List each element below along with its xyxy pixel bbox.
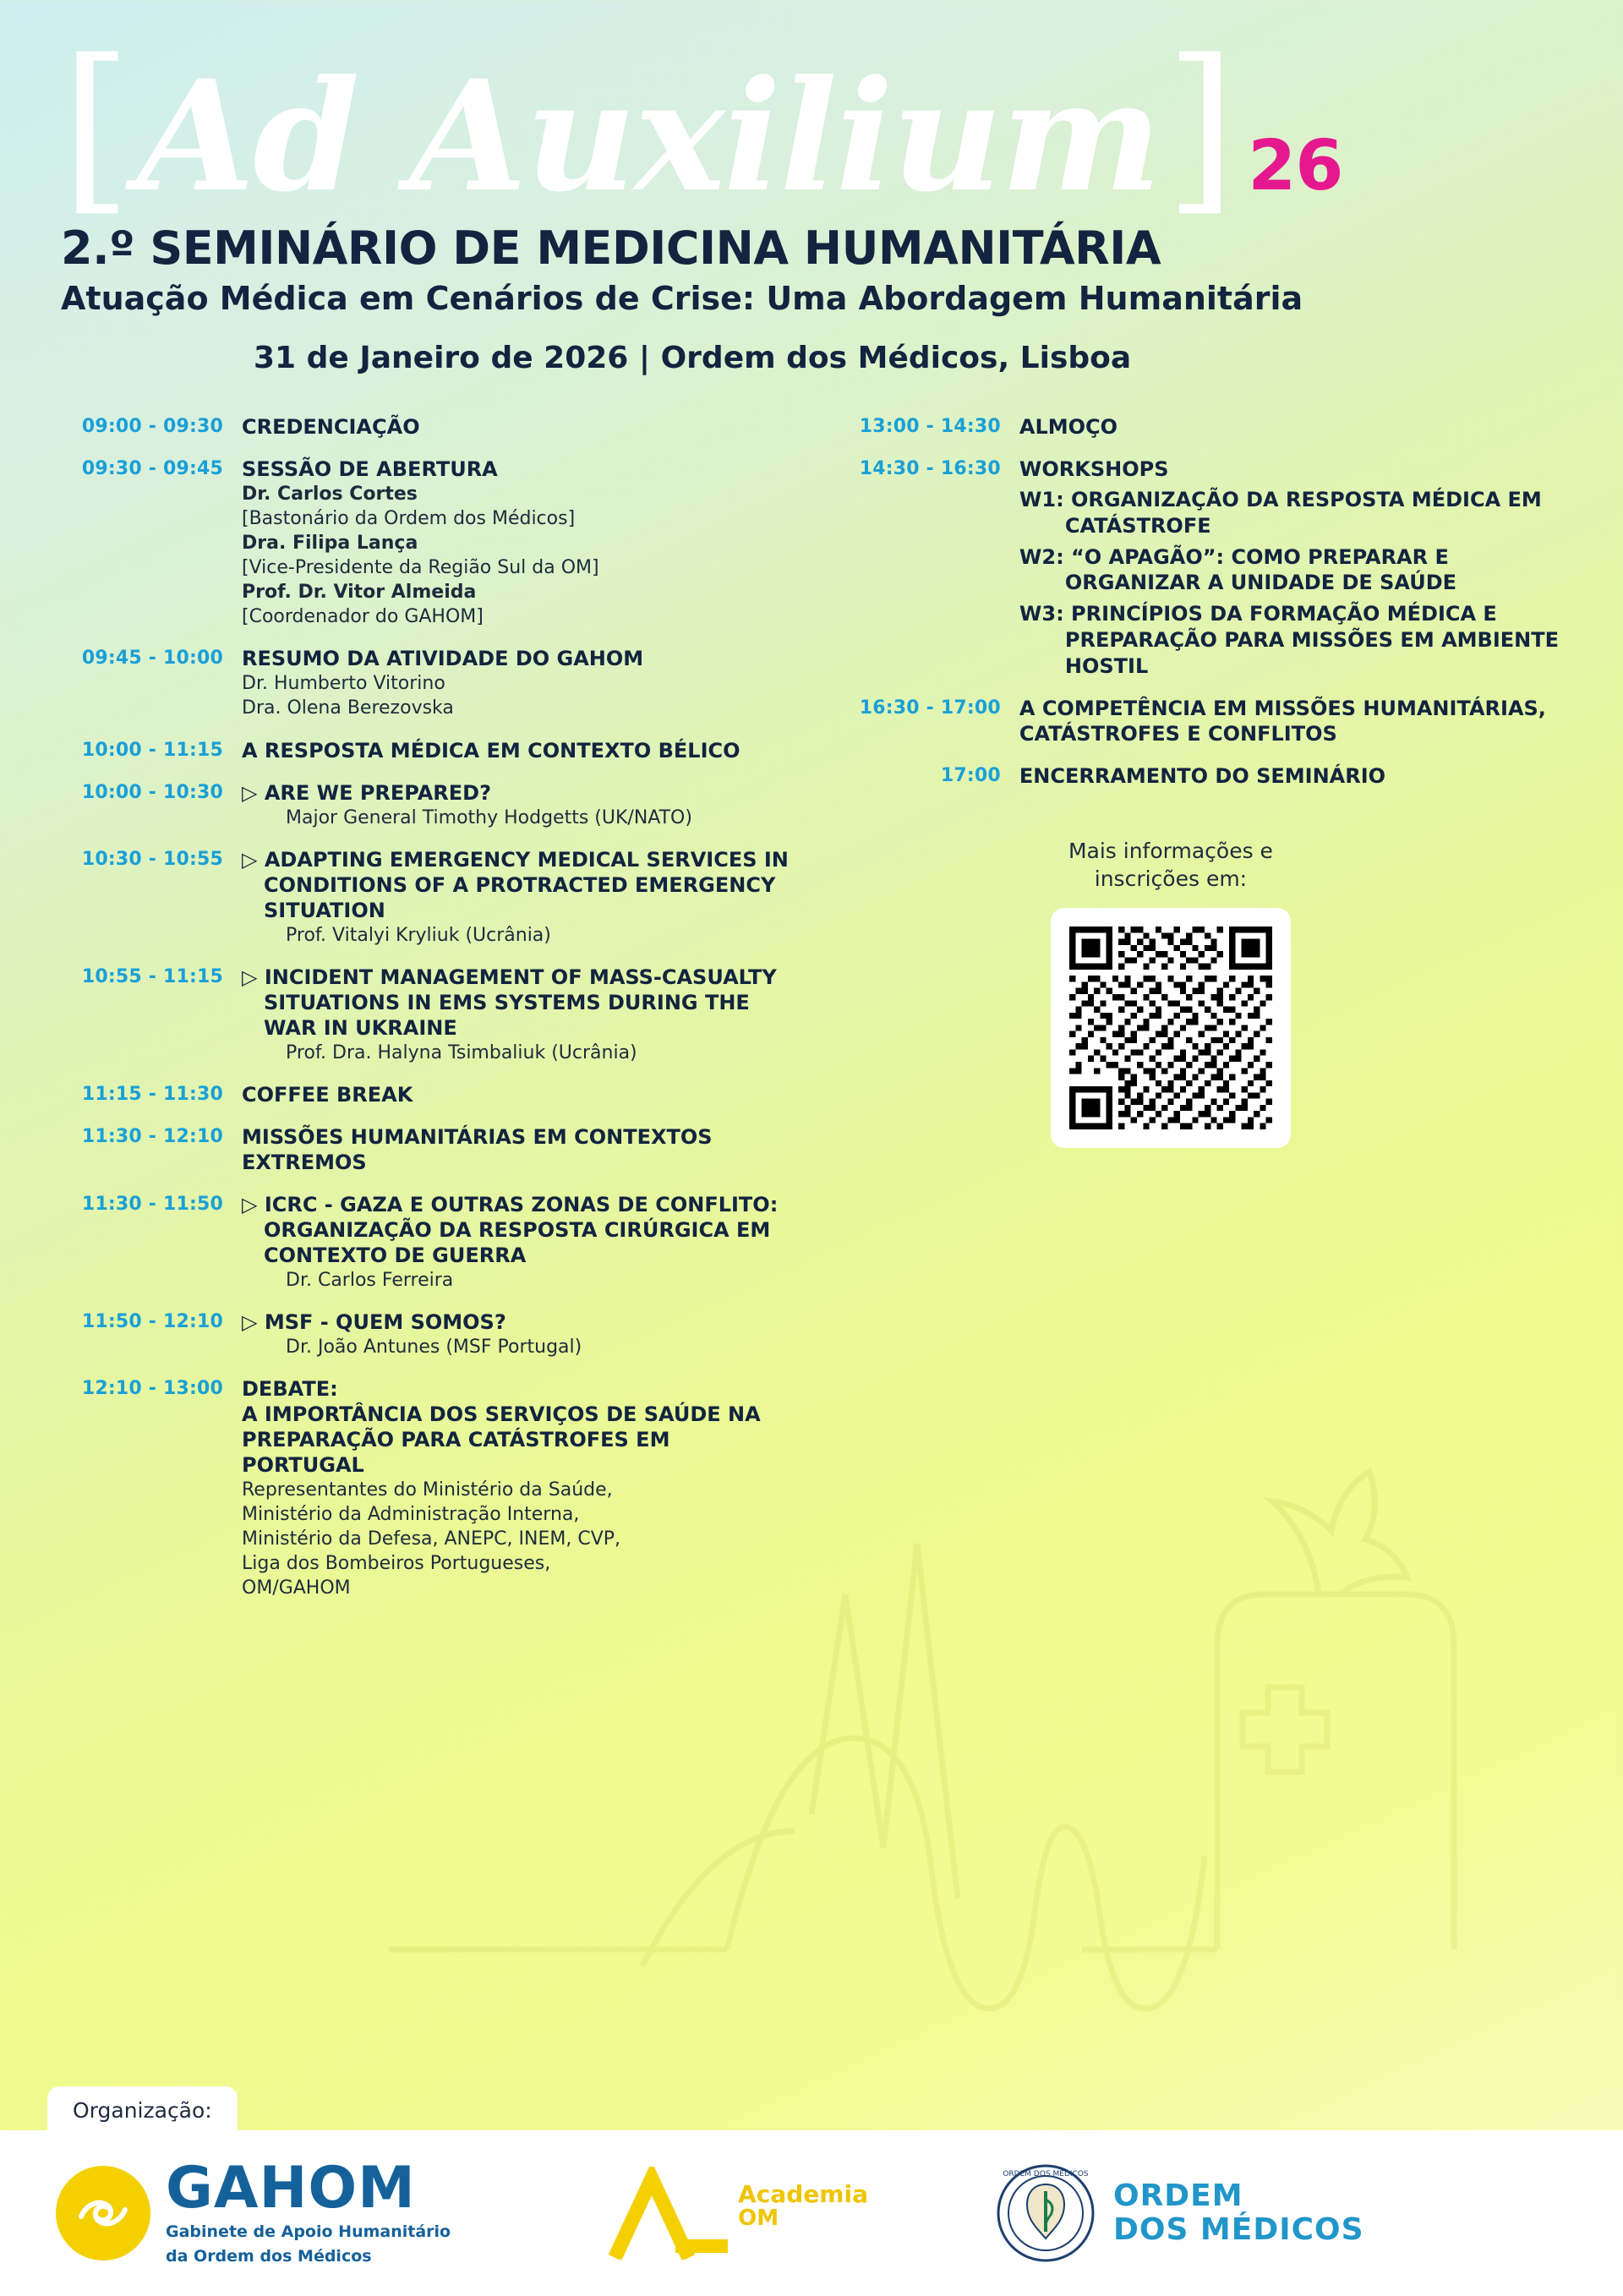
programme-row: [30, 1192, 790, 1293]
programme-row: [30, 847, 790, 948]
speaker-detail: Dr. João Antunes (MSF Portugal): [286, 1336, 582, 1358]
speaker-detail: Prof. Vitalyi Kryliuk (Ucrânia): [286, 924, 551, 946]
programme-row: [30, 414, 790, 440]
hands-icon: [69, 2179, 137, 2247]
speaker-detail: [Coordenador do GAHOM]: [242, 606, 484, 628]
programme-right-column: [810, 414, 1569, 1617]
bracket-open: [: [61, 20, 132, 232]
programme: [0, 414, 1623, 1617]
session-time: 16:30 - 17:00: [859, 697, 1001, 719]
programme-row: [823, 696, 1569, 746]
session-title: WORKSHOPS: [1019, 457, 1169, 482]
session-body: [242, 414, 790, 440]
session-body: [242, 780, 790, 830]
speaker-detail: Representantes do Ministério da Saúde,: [242, 1479, 613, 1501]
academia-text: [738, 2180, 868, 2232]
session-body: [1019, 456, 1569, 679]
programme-row: [30, 780, 790, 830]
session-title: ▷ INCIDENT MANAGEMENT OF MASS-CASUALTY SITUATIONS IN EMS SYSTEMS DURING THE WAR IN UKRAINE: [242, 965, 777, 1040]
session-body: [242, 1309, 790, 1359]
page-subtitle: Atuação Médica em Cenários de Crise: Uma Abordagem Humanitária: [61, 280, 1303, 318]
brand-logo: [0, 20, 1623, 232]
date-place: 31 de Janeiro de 2026 | Ordem dos Médicos, Lisboa: [254, 341, 1132, 376]
session-title: CREDENCIAÇÃO: [242, 415, 420, 440]
session-title: ▷ ARE WE PREPARED?: [242, 780, 491, 805]
svg-text:ORDEM DOS MÉDICOS: ORDEM DOS MÉDICOS: [1003, 2170, 1089, 2178]
session-time: 09:30 - 09:45: [81, 458, 223, 480]
om-text: [1113, 2179, 1364, 2246]
gahom-text: [166, 2154, 451, 2266]
session-time: 10:55 - 11:15: [81, 965, 223, 987]
programme-row: [30, 646, 790, 720]
session-body: [242, 1124, 790, 1175]
gahom-line2: da Ordem dos Médicos: [166, 2247, 372, 2266]
session-title: COFFEE BREAK: [242, 1082, 413, 1107]
session-body: [1019, 696, 1569, 746]
speaker-detail: Prof. Dra. Halyna Tsimbaliuk (Ucrânia): [286, 1041, 637, 1063]
brand-edition: 26: [1248, 126, 1343, 206]
session-title: DEBATE: A IMPORTÂNCIA DOS SERVIÇOS DE SAÚDE NA PREPARAÇÃO PARA CATÁSTROFES EM PORTUGAL: [242, 1376, 761, 1477]
programme-row: [30, 1124, 790, 1175]
bracket-close: ]: [1165, 20, 1237, 232]
session-time: 10:30 - 10:55: [81, 848, 223, 870]
gahom-name: GAHOM: [166, 2154, 416, 2222]
session-time: 10:00 - 11:15: [81, 739, 223, 761]
session-time: 14:30 - 16:30: [859, 458, 1001, 480]
session-time: 09:00 - 09:30: [81, 416, 223, 438]
academia-a-icon: [603, 2167, 730, 2260]
brand-name: Ad Auxilium: [136, 47, 1161, 226]
academia-line1: Academia: [738, 2180, 868, 2209]
speaker-name: Dr. Carlos Cortes: [242, 484, 418, 506]
speaker-detail: Ministério da Defesa, ANEPC, INEM, CVP,: [242, 1528, 621, 1550]
speaker-detail: Ministério da Administração Interna,: [242, 1503, 580, 1525]
session-body: [242, 1376, 790, 1600]
session-time: 11:30 - 11:50: [81, 1193, 223, 1215]
session-time: 11:50 - 12:10: [81, 1310, 223, 1332]
workshop-item: W1: ORGANIZAÇÃO DA RESPOSTA MÉDICA EM CATÁSTROFE: [1019, 488, 1542, 538]
programme-row: [30, 1376, 790, 1600]
session-body: [1019, 763, 1569, 789]
programme-row: [30, 1309, 790, 1359]
logo-gahom: [56, 2154, 451, 2266]
session-body: [242, 1082, 790, 1107]
organizacao-label: Organização:: [47, 2086, 238, 2131]
page-title: 2.º SEMINÁRIO DE MEDICINA HUMANITÁRIA: [61, 221, 1161, 276]
workshop-item: W3: PRINCÍPIOS DA FORMAÇÃO MÉDICA E PREPARAÇÃO PARA MISSÕES EM AMBIENTE HOSTIL: [1019, 602, 1559, 678]
session-title: ALMOÇO: [1019, 415, 1118, 440]
session-body: [242, 965, 790, 1065]
workshop-item: W2: “O APAGÃO”: COMO PREPARAR E ORGANIZAR A UNIDADE DE SAÚDE: [1019, 544, 1457, 595]
session-time: 11:15 - 11:30: [81, 1083, 223, 1105]
speaker-name: Prof. Dr. Vitor Almeida: [242, 582, 477, 604]
programme-row: [30, 456, 790, 629]
session-time: 11:30 - 12:10: [81, 1125, 223, 1147]
om-line1: ORDEM: [1112, 2178, 1243, 2214]
qr-caption: Mais informações e inscrições em:: [1068, 839, 1273, 891]
speaker-detail: Major General Timothy Hodgetts (UK/NATO): [286, 806, 692, 828]
speaker-name: Dra. Filipa Lança: [242, 533, 418, 555]
qr-code[interactable]: [1051, 908, 1291, 1148]
session-title: ▷ MSF - QUEM SOMOS?: [242, 1309, 506, 1334]
session-title: ENCERRAMENTO DO SEMINÁRIO: [1019, 764, 1386, 789]
session-title: ▷ ADAPTING EMERGENCY MEDICAL SERVICES IN CONDITIONS OF A PROTRACTED EMERGENCY SITUATION: [242, 847, 789, 922]
speaker-detail: Dr. Carlos Ferreira: [286, 1269, 454, 1291]
session-time: 13:00 - 14:30: [859, 416, 1001, 438]
speaker-detail: [Bastonário da Ordem dos Médicos]: [242, 508, 576, 530]
footer-logos: [0, 2130, 1623, 2296]
session-title: A COMPETÊNCIA EM MISSÕES HUMANITÁRIAS, CATÁSTROFES E CONFLITOS: [1019, 697, 1546, 746]
speaker-detail: Dra. Olena Berezovska: [242, 697, 454, 719]
qr-block: [823, 838, 1569, 1148]
session-body: [242, 456, 790, 629]
gahom-line1: Gabinete de Apoio Humanitário: [166, 2222, 451, 2241]
programme-left-column: [30, 414, 790, 1617]
academia-line2: OM: [738, 2206, 779, 2232]
session-body: [242, 738, 790, 763]
session-title: RESUMO DA ATIVIDADE DO GAHOM: [242, 647, 644, 671]
programme-row: [30, 738, 790, 763]
logo-ordem-dos-medicos: [995, 2162, 1364, 2264]
programme-row: [823, 456, 1569, 679]
session-time: 12:10 - 13:00: [81, 1377, 223, 1399]
session-time: 09:45 - 10:00: [81, 648, 223, 670]
session-body: [242, 1192, 790, 1293]
programme-row: [30, 1082, 790, 1107]
session-body: [1019, 414, 1569, 440]
qr-code-image: [1069, 927, 1272, 1129]
session-time: 17:00: [940, 765, 1001, 787]
om-seal-icon: [995, 2162, 1096, 2264]
speaker-detail: Liga dos Bombeiros Portugueses,: [242, 1552, 551, 1574]
programme-row: [823, 763, 1569, 789]
speaker-detail: [Vice-Presidente da Região Sul da OM]: [242, 557, 599, 579]
session-title: ▷ ICRC - GAZA E OUTRAS ZONAS DE CONFLITO: ORGANIZAÇÃO DA RESPOSTA CIRÚRGICA EM CONTEXTO DE GUERRA: [242, 1192, 779, 1267]
speaker-detail: Dr. Humberto Vitorino: [242, 673, 445, 695]
session-title: SESSÃO DE ABERTURA: [242, 457, 498, 482]
session-title: A RESPOSTA MÉDICA EM CONTEXTO BÉLICO: [242, 738, 740, 763]
programme-row: [823, 414, 1569, 440]
speaker-detail: OM/GAHOM: [242, 1577, 351, 1599]
session-title: MISSÕES HUMANITÁRIAS EM CONTEXTOS EXTREMOS: [242, 1124, 713, 1174]
session-body: [242, 847, 790, 948]
session-body: [242, 646, 790, 720]
programme-row: [30, 965, 790, 1065]
om-line2: DOS MÉDICOS: [1112, 2212, 1364, 2247]
title-block: [0, 0, 1623, 375]
logo-academia-om: [603, 2167, 868, 2260]
session-time: 10:00 - 10:30: [81, 781, 223, 803]
gahom-mark-icon: [56, 2166, 150, 2260]
